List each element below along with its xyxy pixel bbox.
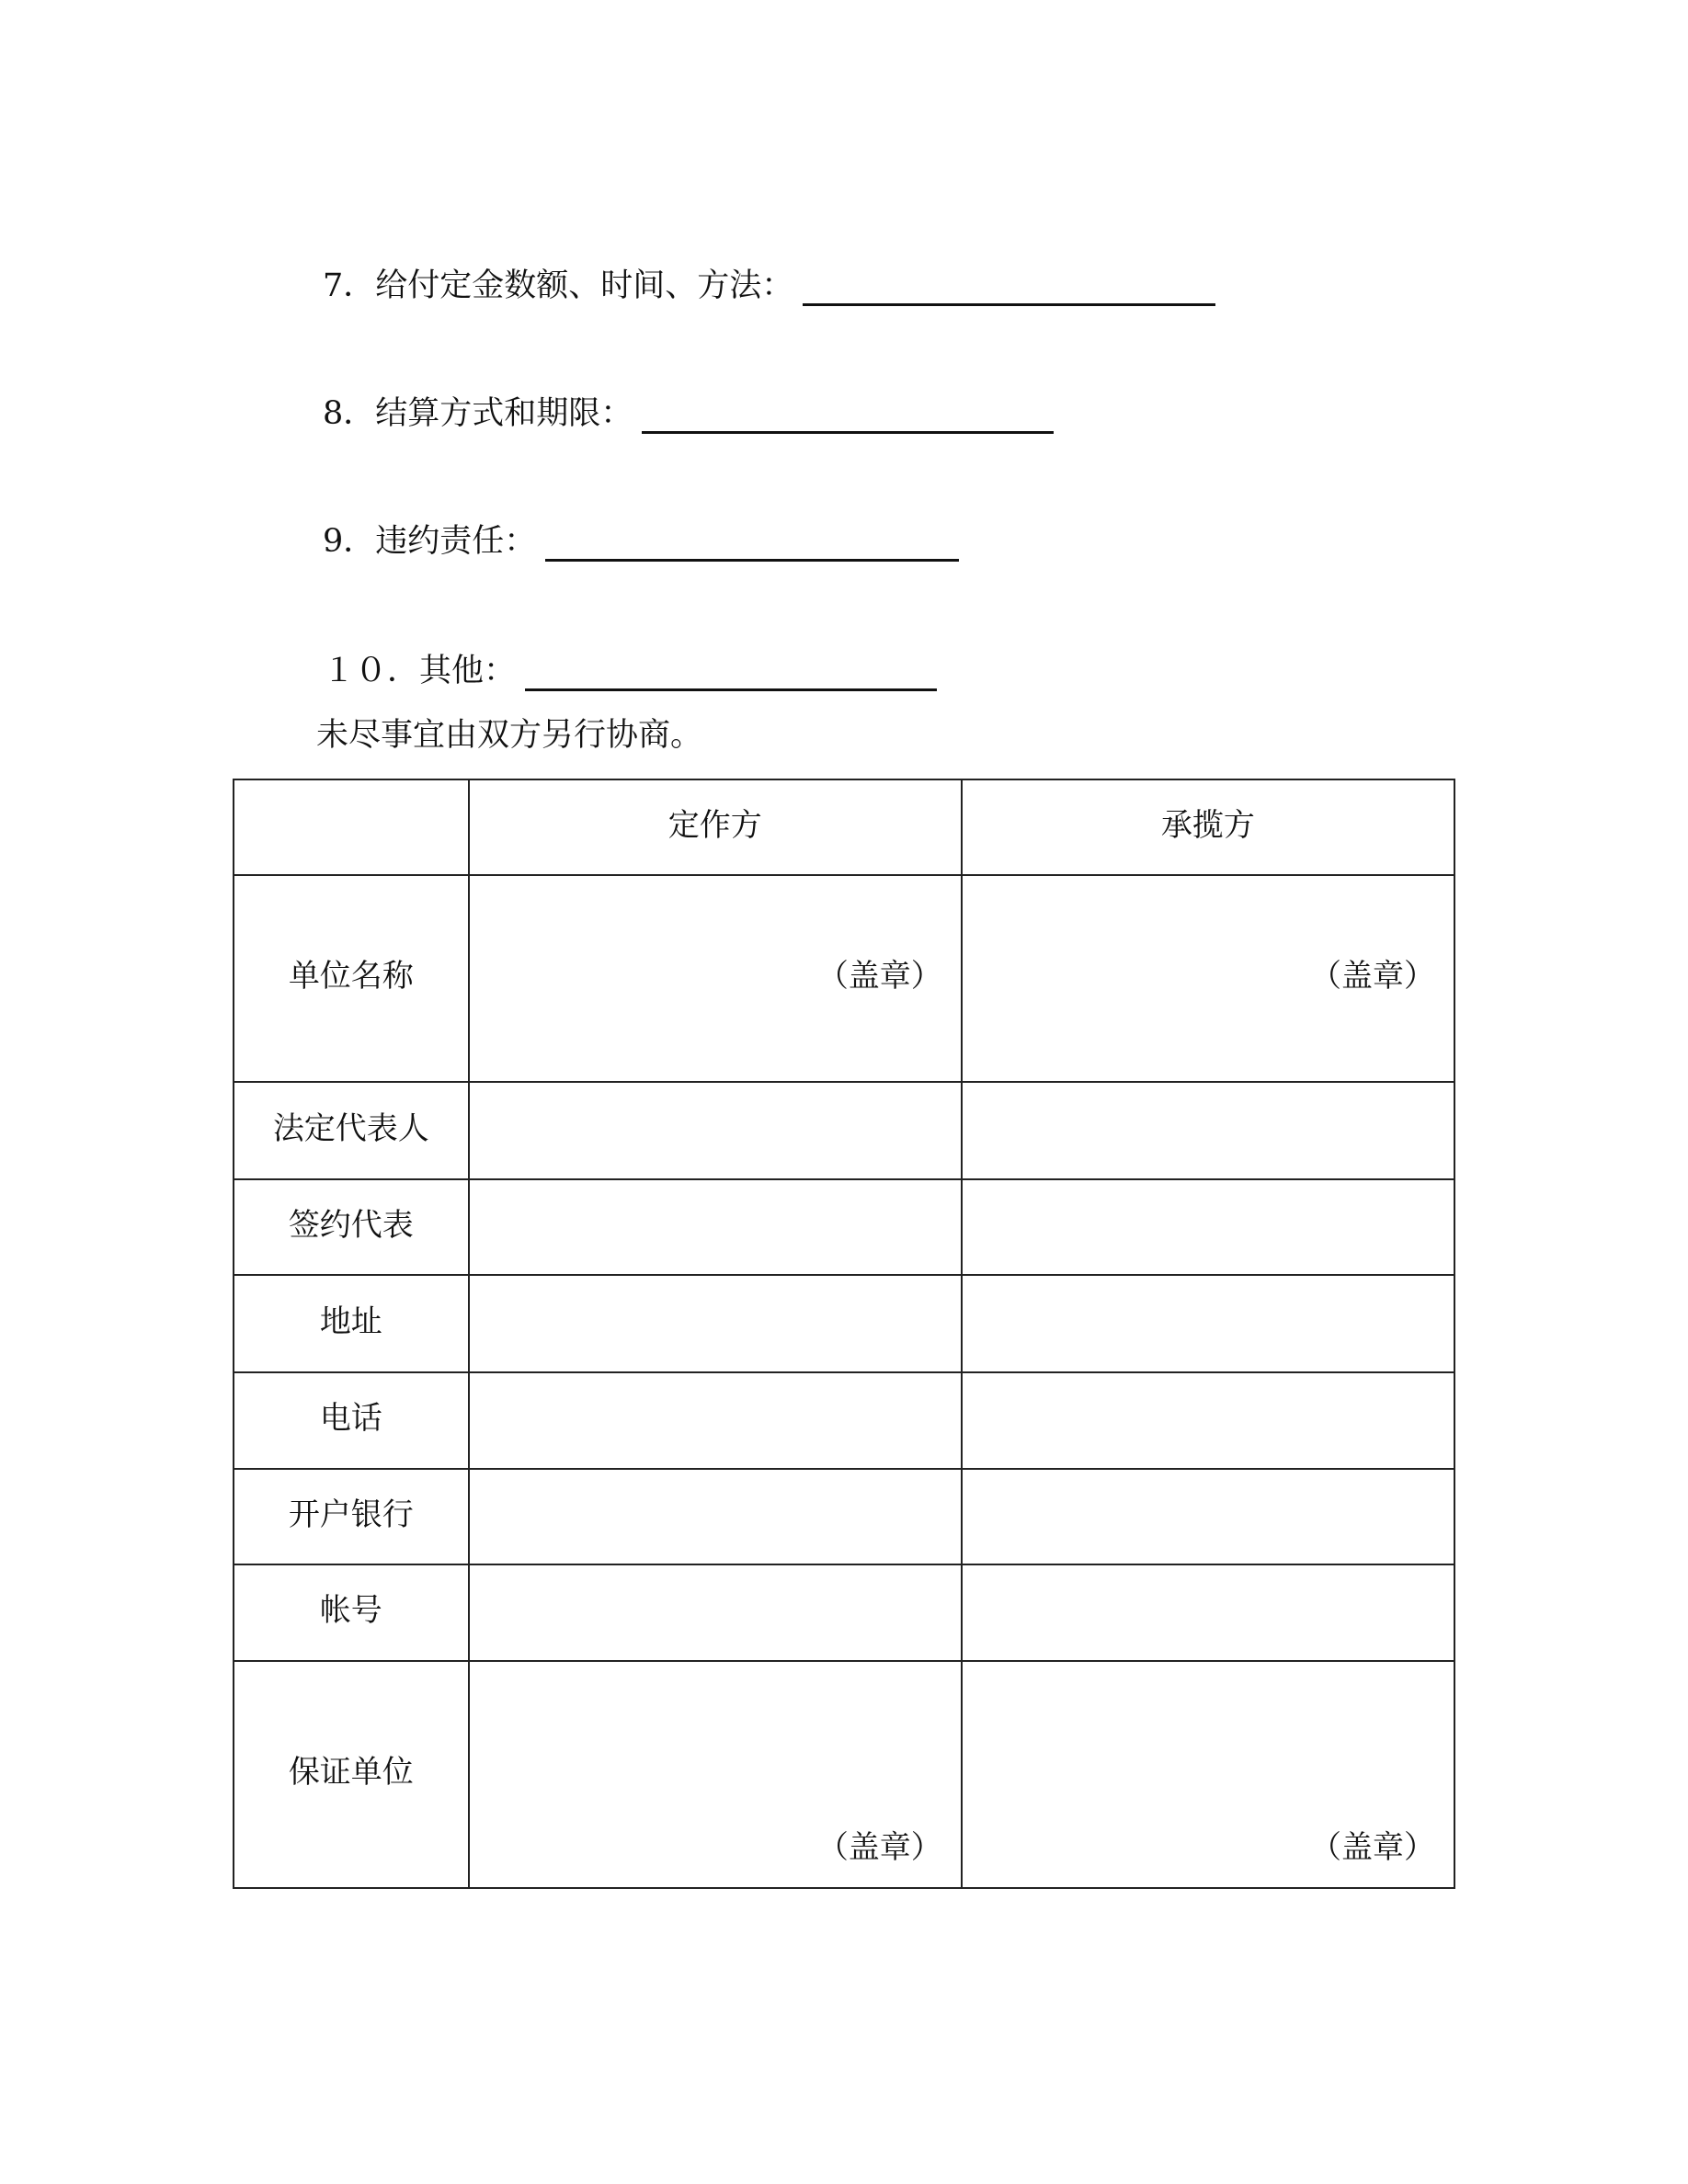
header-party-b: 承揽方 — [962, 779, 1454, 875]
party-b-cell[interactable] — [962, 1179, 1454, 1275]
party-b-cell[interactable] — [962, 1661, 1454, 1888]
clause-label: 9．违约责任： — [323, 523, 537, 560]
row-label: 保证单位 — [234, 1661, 469, 1888]
party-b-cell[interactable] — [962, 1275, 1454, 1372]
fill-blank[interactable] — [642, 400, 1054, 434]
seal-label: （盖章） — [1310, 958, 1435, 995]
table-row — [234, 1275, 1454, 1372]
party-a-cell[interactable] — [469, 1275, 962, 1372]
party-b-cell[interactable] — [962, 875, 1454, 1082]
table-row — [234, 1179, 1454, 1275]
table-row — [234, 1564, 1454, 1661]
table-row — [234, 1372, 1454, 1469]
party-a-cell[interactable] — [469, 1661, 962, 1888]
clause-9 — [323, 521, 959, 562]
party-b-cell[interactable] — [962, 1469, 1454, 1564]
party-b-cell[interactable] — [962, 1372, 1454, 1469]
party-a-cell[interactable] — [469, 1469, 962, 1564]
table-header-row — [234, 779, 1454, 875]
closing-note: 未尽事宜由双方另行协商。 — [316, 717, 703, 754]
party-a-cell[interactable] — [469, 1372, 962, 1469]
seal-label: （盖章） — [816, 958, 942, 995]
clause-label: 7．给付定金数额、时间、方法： — [323, 267, 794, 304]
clause-10 — [323, 651, 937, 691]
table-row — [234, 1661, 1454, 1888]
table-row — [234, 1469, 1454, 1564]
party-a-cell[interactable] — [469, 1179, 962, 1275]
party-a-cell[interactable] — [469, 1564, 962, 1661]
row-label: 单位名称 — [234, 875, 469, 1082]
clause-8 — [323, 393, 1054, 434]
clause-7 — [323, 266, 1215, 306]
party-b-cell[interactable] — [962, 1082, 1454, 1179]
clause-label: 8．结算方式和期限： — [323, 395, 633, 432]
signature-table — [233, 779, 1455, 1889]
row-label: 电话 — [234, 1372, 469, 1469]
table-row — [234, 1082, 1454, 1179]
seal-label: （盖章） — [816, 1829, 942, 1866]
party-a-cell[interactable] — [469, 875, 962, 1082]
row-label: 开户银行 — [234, 1469, 469, 1564]
header-cell-empty — [234, 779, 469, 875]
row-label: 法定代表人 — [234, 1082, 469, 1179]
fill-blank[interactable] — [803, 272, 1215, 306]
clause-label: １０．其他： — [323, 653, 517, 689]
row-label: 帐号 — [234, 1564, 469, 1661]
row-label: 签约代表 — [234, 1179, 469, 1275]
party-b-cell[interactable] — [962, 1564, 1454, 1661]
header-party-a: 定作方 — [469, 779, 962, 875]
fill-blank[interactable] — [545, 528, 959, 562]
seal-label: （盖章） — [1310, 1829, 1435, 1866]
table-row — [234, 875, 1454, 1082]
fill-blank[interactable] — [525, 657, 937, 691]
row-label: 地址 — [234, 1275, 469, 1372]
party-a-cell[interactable] — [469, 1082, 962, 1179]
